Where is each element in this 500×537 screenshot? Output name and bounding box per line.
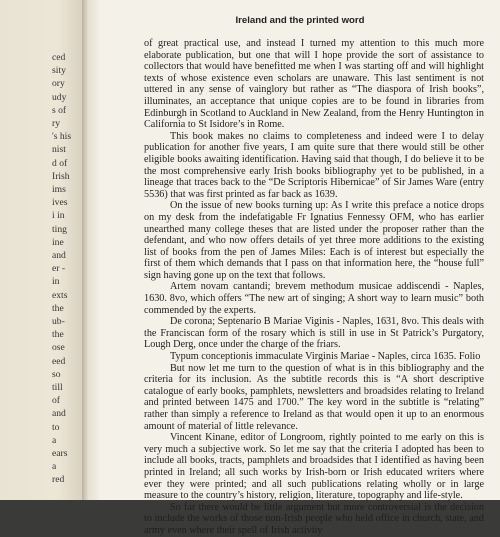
left-page (0, 0, 82, 500)
left-page-fragment: i in (52, 210, 65, 222)
citation-paragraph: Typum conceptionis immaculate Virginis Mariae - Naples, circa 1635. Folio (170, 351, 481, 363)
paragraph: But now let me turn to the question of what is in this bibliography and the criteria for its inclusion. As the subtitle records this is “A short descriptive catalogue of early books, pamphlets, newsletters and broadsides relating to Ireland and printed between 1475 and 1700.” The key word in the subtitle is “relating” rather than simply a reference to Ireland as that would open it up to an enormous amount of material of little relevance. (144, 362, 484, 432)
paragraph: So far there would be little argument but more controversial is the decision to include the works of those non-Irish people who held office in church, state, and army even where their spell of Irish activity (144, 501, 484, 536)
left-page-fragment: of (52, 395, 60, 407)
left-page-fragment: the (52, 329, 64, 341)
left-page-fragment: red (52, 474, 65, 486)
left-page-fragment: ine (52, 236, 64, 248)
paragraph: This book makes no claims to completeness and indeed were I to delay publication for another five years, I am quite sure that there would still be other eligible books awaiting identification. Having said that though, I do believe it to be the most comprehensive early Irish books bibliography yet to be published, in a lineage that traces back to the “De Scriptoris Hibernicae” of Sir James Ware (entry 5536) that was first printed as far back as 1639. (144, 130, 484, 200)
paragraph: On the issue of new books turning up: As I write this preface a notice drops on my desk from the indefatigable Fr Ignatius Fennessy OFM, who has earlier unearthed many college theses that are listed under the proposer rather than the defendant, and who now offers details of yet three more additions to the existing list of books from the pen of James Miles: Each is of interest but especially the first of them which demands that I pass on that information here, the “house full” sign having gone up on the text that follows. (144, 200, 484, 281)
left-page-fragment: and (52, 250, 66, 261)
left-page-fragment: and (52, 408, 66, 420)
left-page-fragment: udy (52, 91, 67, 103)
left-page-fragment: Irish (52, 170, 70, 182)
left-page-fragment: er - (52, 263, 66, 275)
left-page-fragment: ose (52, 342, 65, 354)
left-page-fragment: in (52, 276, 60, 288)
left-page-fragment: ears (52, 448, 68, 459)
left-page-fragment: eed (52, 355, 66, 367)
left-page-fragment: ory (52, 78, 65, 90)
left-page-fragment: ting (52, 223, 67, 235)
citation-paragraph: De corona; Septenario B Mariae Viginis - Naples, 1631, 8vo. This deals with the Franciscan form of the rosary which is still in use in St Patrick’s Purgatory, Lough Derg, once under the charge of the friars. (144, 316, 484, 351)
left-page-fragment: ives (52, 197, 68, 209)
left-page-fragment: ced (52, 52, 66, 63)
left-page-fragment: 's his (52, 131, 72, 143)
left-page-fragment: exts (52, 289, 68, 301)
book-gutter (82, 0, 100, 500)
running-head: Ireland and the printed word (235, 15, 365, 26)
paragraph: Vincent Kinane, editor of Longroom, rightly pointed to me early on this is very much a subjective work. So let me say that the criteria I adopted has been to include all books, tracts, pamphlets and broadsides that I identified as having been printed in Ireland; all such works by Irish-born or Irish educated writers where ever they were printed; and all such publications relating wholly or in large measure to the country’s history, religion, literature, topography and life-style. (144, 432, 484, 502)
right-page (100, 0, 500, 536)
paragraph: of great practical use, and instead I turned my attention to this much more elaborate publication, but one that will I hope provide the sort of assistance to collectors that would have benefitted me when I was starting off and will highlight texts of whose existence even scholars are unaware. This last sentiment is not uttered in any sense of vainglory but rather as “The diaspora of Irish books”, illuminates, an acceptance that unique copies are to be found in libraries from Edinburgh in Scotland to Auckland in New Zealand, from the Henry Huntington in California to St Isidore’s in Rome. (144, 38, 484, 131)
left-page-fragment: d of (52, 157, 68, 169)
left-page-fragment: to (52, 421, 60, 433)
left-page-fragment: ub- (52, 316, 65, 327)
body-text (144, 38, 484, 537)
left-page-fragment: s of (52, 104, 67, 116)
left-page-fragment: so (52, 368, 61, 380)
left-page-fragment: till (52, 382, 63, 393)
left-page-fragment: a (52, 461, 57, 473)
left-page-fragment: ims (52, 184, 66, 195)
left-page-fragment: nist (52, 144, 66, 156)
left-page-fragment: ry (52, 118, 60, 129)
left-page-fragment: sity (52, 65, 66, 77)
citation-paragraph: Artem novam cantandi; brevem methodum musicae addiscendi - Naples, 1630. 8vo, which offers “The new art of singing; A short way to learn music” both commended by the experts. (144, 281, 484, 316)
left-page-fragment: a (52, 434, 57, 446)
left-page-fragment: the (52, 302, 64, 314)
